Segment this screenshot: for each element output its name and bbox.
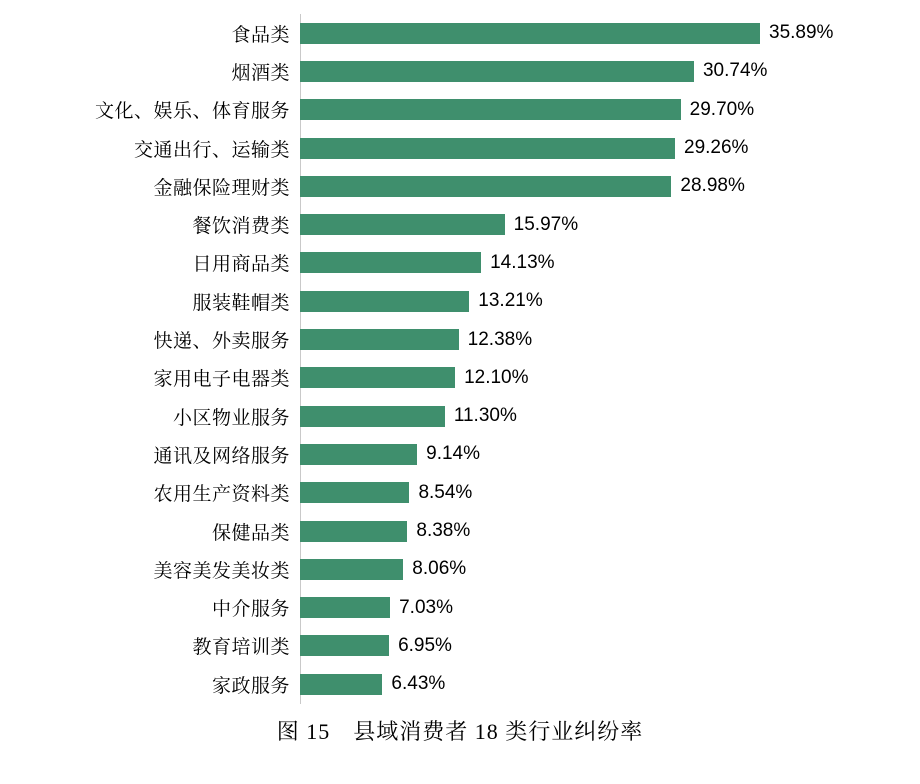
- bar-row: [0, 359, 920, 397]
- bar: [300, 559, 403, 580]
- category-label: 家用电子电器类: [153, 369, 290, 391]
- category-label: 文化、娱乐、体育服务: [94, 101, 290, 123]
- bar-row: [0, 91, 920, 129]
- category-label: 餐饮消费类: [192, 216, 290, 238]
- bar-row: [0, 435, 920, 473]
- bar-row: [0, 627, 920, 665]
- category-label: 教育培训类: [192, 637, 290, 659]
- bar-track: [300, 91, 920, 129]
- bar-value-label: 6.43%: [391, 673, 446, 695]
- bar-row: [0, 474, 920, 512]
- bar-row: [0, 282, 920, 320]
- bar-value-label: 6.95%: [398, 634, 452, 656]
- bar-track: [300, 205, 920, 243]
- bar-track: [300, 550, 920, 588]
- category-label: 美容美发美妆类: [153, 560, 290, 582]
- bar-row: [0, 205, 920, 243]
- bar-row: [0, 52, 920, 90]
- bar: [300, 367, 455, 388]
- bar-value-label: 11.30%: [453, 405, 517, 427]
- bar-row: [0, 244, 920, 282]
- bar-chart-plot-area: [0, 14, 920, 704]
- bar: [300, 444, 417, 465]
- category-label: 服装鞋帽类: [192, 292, 290, 314]
- bar-row: [0, 167, 920, 205]
- bar: [300, 23, 760, 44]
- bar: [300, 99, 681, 120]
- bar-row: [0, 588, 920, 626]
- bar-track: [300, 627, 920, 665]
- bar: [300, 291, 469, 312]
- bar-row: [0, 129, 920, 167]
- bar-value-label: 9.14%: [426, 443, 481, 465]
- bar-track: [300, 588, 920, 626]
- bar-track: [300, 244, 920, 282]
- bar: [300, 482, 409, 503]
- bar-value-label: 28.98%: [680, 175, 745, 197]
- category-label: 家政服务: [211, 675, 290, 697]
- bar-track: [300, 435, 920, 473]
- bar: [300, 406, 445, 427]
- bar: [300, 252, 481, 273]
- category-label: 烟酒类: [231, 62, 290, 84]
- category-label: 农用生产资料类: [153, 484, 290, 506]
- bar: [300, 597, 390, 618]
- bar-value-label: 8.38%: [416, 520, 471, 541]
- bar-value-label: 30.74%: [702, 60, 768, 82]
- chart-caption: 图 15 县域消费者 18 类行业纠纷率: [276, 719, 644, 744]
- category-label: 小区物业服务: [172, 407, 290, 429]
- bar-value-label: 12.38%: [467, 328, 533, 350]
- category-label: 中介服务: [211, 599, 290, 621]
- bar-track: [300, 167, 920, 205]
- bar-row: [0, 320, 920, 358]
- category-label: 食品类: [231, 24, 290, 46]
- bar-value-label: 15.97%: [513, 213, 579, 235]
- bar-track: [300, 474, 920, 512]
- bar: [300, 329, 459, 350]
- bar-row: [0, 512, 920, 550]
- bar: [300, 521, 407, 542]
- bar-row: [0, 397, 920, 435]
- bar-value-label: 12.10%: [464, 366, 529, 388]
- bar-track: [300, 52, 920, 90]
- bar-value-label: 8.06%: [412, 558, 467, 580]
- category-label: 保健品类: [211, 522, 290, 544]
- bar: [300, 214, 505, 235]
- bar: [300, 61, 694, 82]
- bar-value-label: 35.89%: [769, 22, 834, 44]
- bar-track: [300, 14, 920, 52]
- category-label: 通讯及网络服务: [153, 445, 290, 467]
- bar-value-label: 14.13%: [490, 251, 555, 273]
- bar-value-label: 29.26%: [684, 137, 749, 159]
- bar-track: [300, 282, 920, 320]
- category-label: 日用商品类: [192, 254, 290, 276]
- category-label: 交通出行、运输类: [133, 139, 290, 161]
- bar: [300, 635, 389, 656]
- bar: [300, 138, 675, 159]
- bar-track: [300, 320, 920, 358]
- bar-track: [300, 359, 920, 397]
- bar-track: [300, 512, 920, 550]
- bar-track: [300, 129, 920, 167]
- bar: [300, 674, 382, 695]
- bar-value-label: 7.03%: [399, 596, 453, 618]
- bar-row: [0, 14, 920, 52]
- bar-row: [0, 550, 920, 588]
- bar-row: [0, 665, 920, 703]
- bar-track: [300, 665, 920, 703]
- category-label: 快递、外卖服务: [153, 331, 290, 353]
- bar-value-label: 29.70%: [689, 98, 755, 120]
- bar-value-label: 13.21%: [478, 290, 543, 312]
- bar-track: [300, 397, 920, 435]
- bar-value-label: 8.54%: [418, 481, 473, 503]
- bar: [300, 176, 671, 197]
- category-label: 金融保险理财类: [153, 177, 290, 199]
